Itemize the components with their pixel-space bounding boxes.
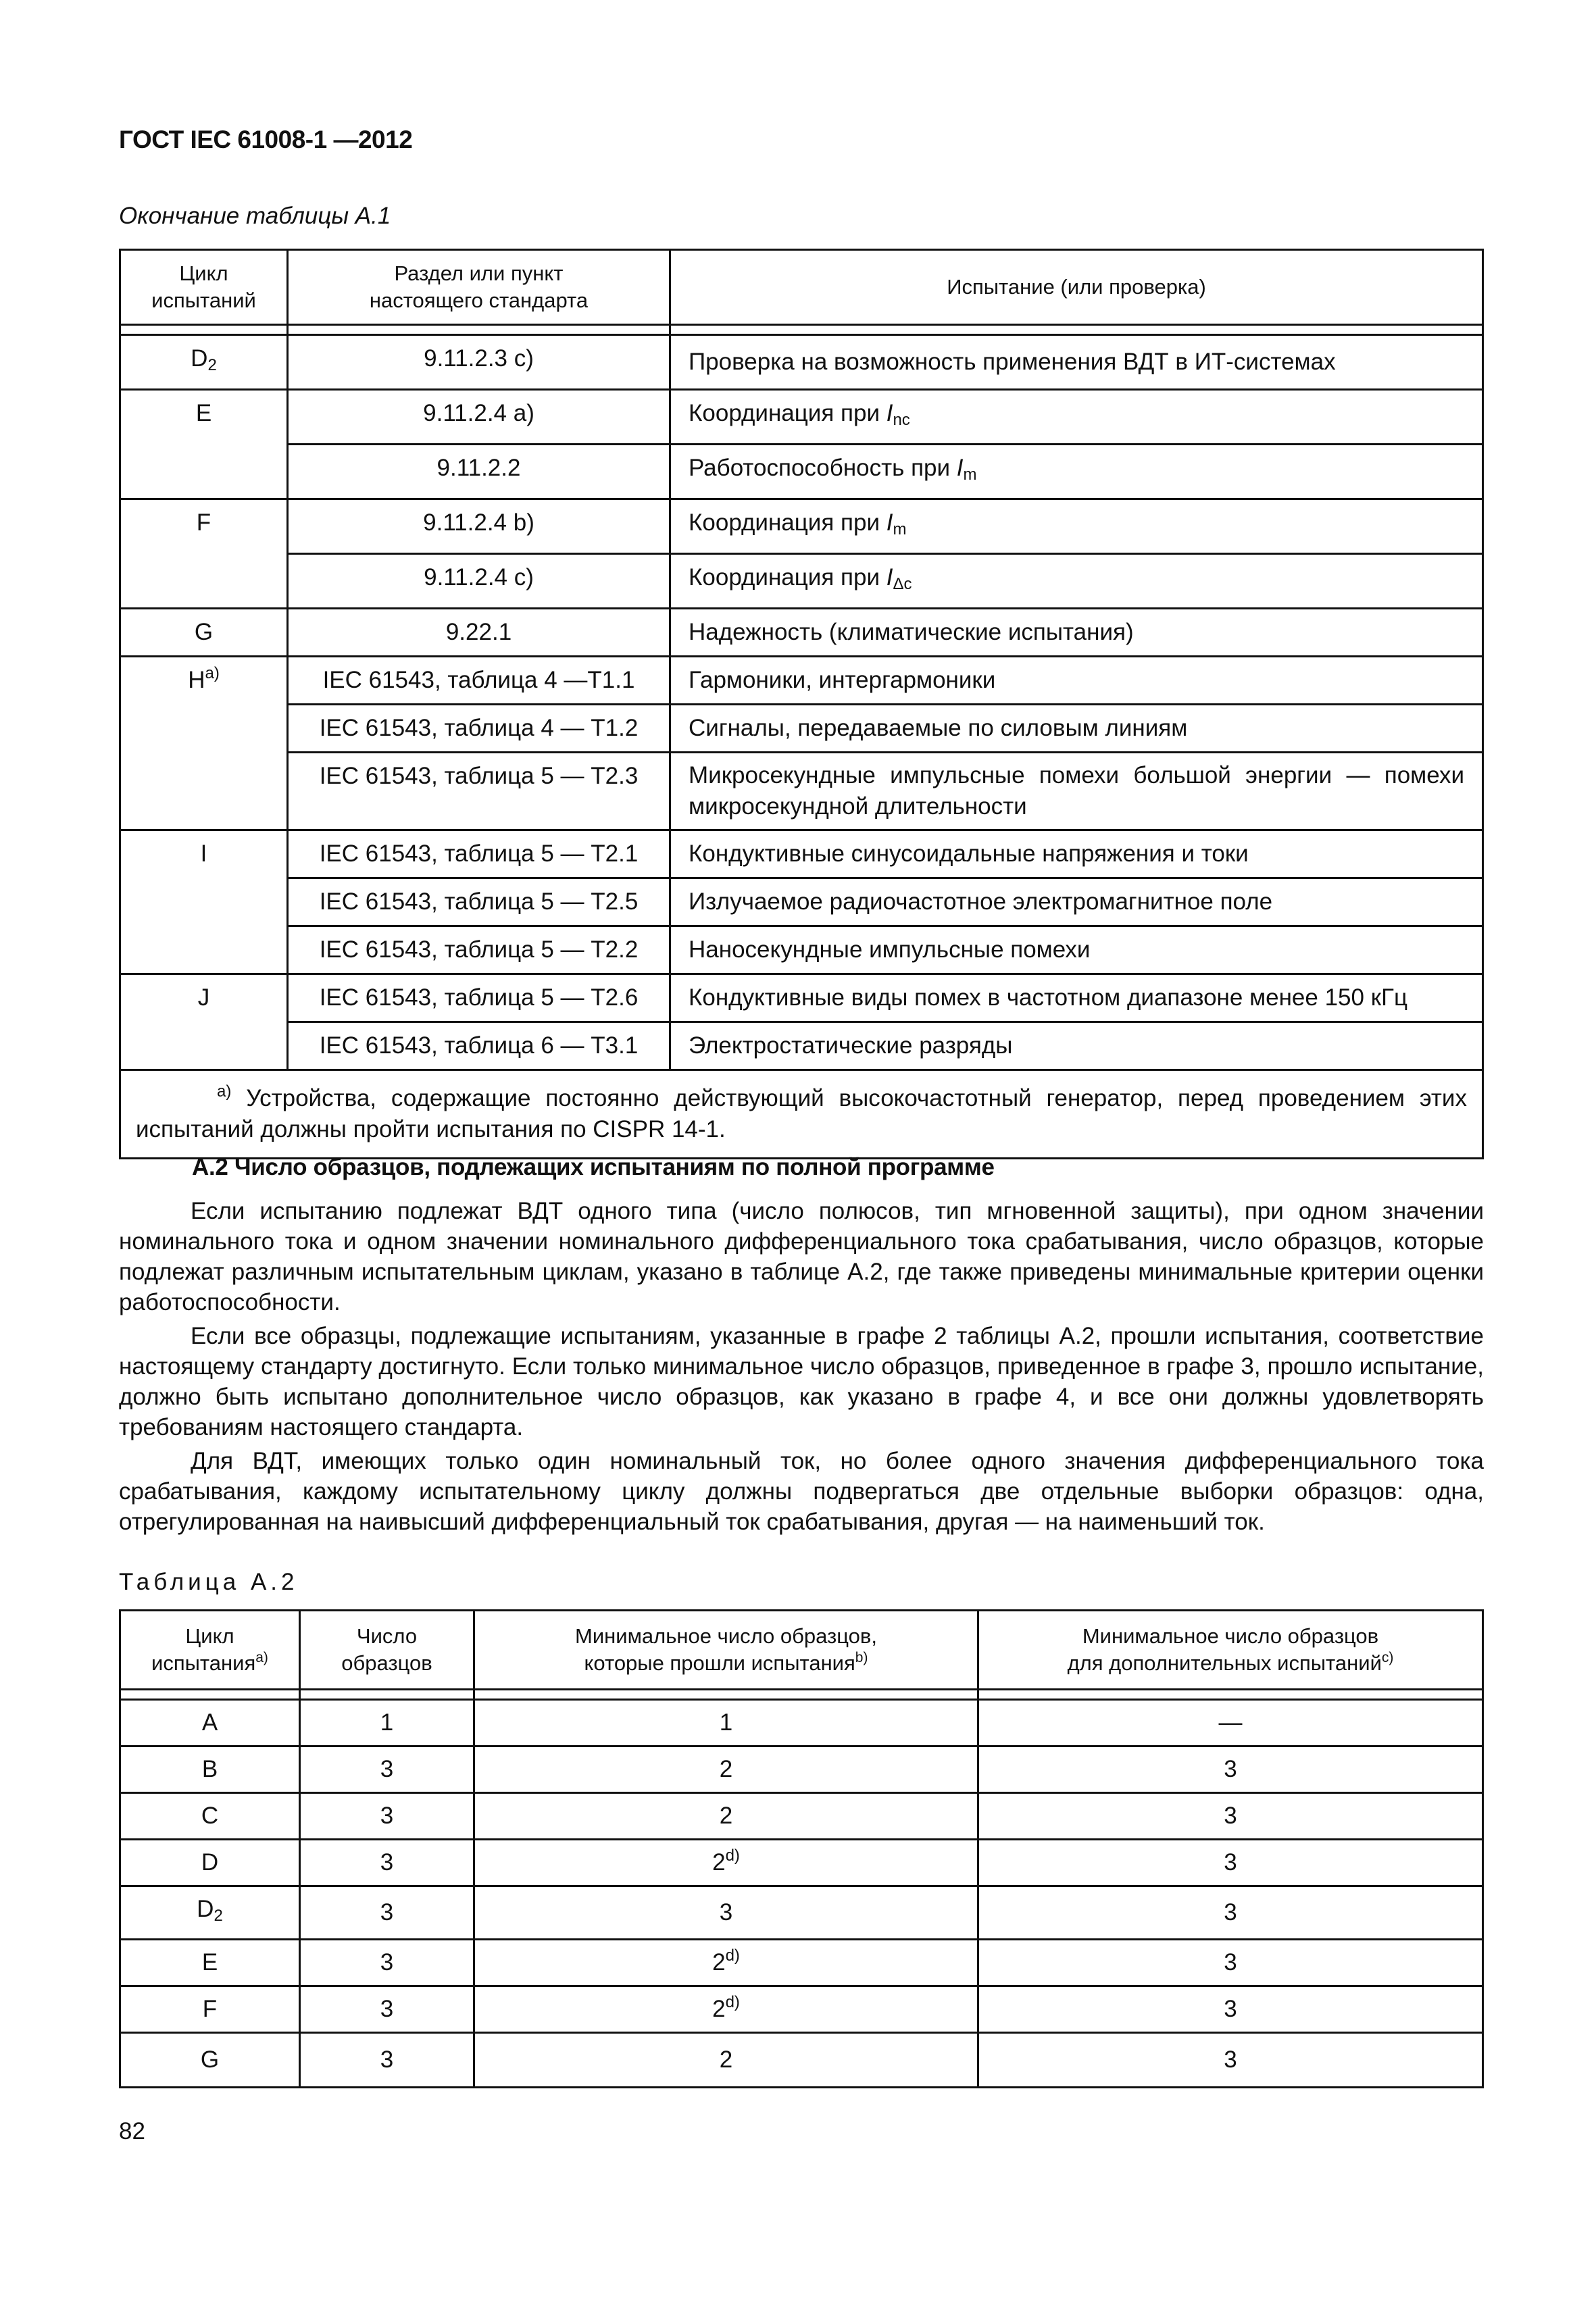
min-passed-cell: 2 bbox=[474, 1746, 978, 1793]
section-cell: 9.22.1 bbox=[288, 609, 670, 657]
cycle-cell: I bbox=[120, 830, 288, 974]
table-row bbox=[120, 554, 1483, 609]
cycle-cell: D bbox=[120, 1840, 300, 1886]
cycle-cell: E bbox=[120, 390, 288, 499]
cycle-cell: A bbox=[120, 1700, 300, 1746]
samples-cell: 3 bbox=[300, 2033, 474, 2088]
min-passed-cell: 2 bbox=[474, 2033, 978, 2088]
section-cell: IEC 61543, таблица 5 — T2.2 bbox=[288, 926, 670, 974]
page-number: 82 bbox=[119, 2118, 145, 2144]
header-test-label: Испытание (или проверка) bbox=[947, 274, 1206, 299]
samples-cell: 3 bbox=[300, 1986, 474, 2033]
min-passed-cell: 2$^{d)}$ bbox=[474, 1940, 978, 1986]
header-cycle-line2: испытаний bbox=[151, 288, 256, 312]
cycle-cell: J bbox=[120, 974, 288, 1070]
test-cell: Сигналы, передаваемые по силовым линиям bbox=[670, 705, 1483, 753]
section-cell: 9.11.2.3 с) bbox=[288, 335, 670, 390]
samples-cell: 3 bbox=[300, 1746, 474, 1793]
table-row bbox=[120, 974, 1483, 1022]
cycle-cell: $D_2$ bbox=[120, 335, 288, 390]
section-cell: IEC 61543, таблица 4 — T1.2 bbox=[288, 705, 670, 753]
section-cell: 9.11.2.4 с) bbox=[288, 554, 670, 609]
test-cell: Надежность (климатические испытания) bbox=[670, 609, 1483, 657]
table-a2-gap-row bbox=[120, 1690, 1483, 1700]
cycle-cell: F bbox=[120, 499, 288, 609]
cycle-cell: G bbox=[120, 2033, 300, 2088]
table-row bbox=[120, 1022, 1483, 1070]
cycle-cell: F bbox=[120, 1986, 300, 2033]
paragraph: Если испытанию подлежат ВДТ одного типа (число полюсов, тип мгновенной защиты), при одном значении номинального тока и одном значении номинального дифференциального тока срабатывания, число образцов, которые подлежат различным испытательным циклам, указано в таблице А.2, где также приведены минимальные критерии оценки работоспособности. bbox=[119, 1198, 1484, 1315]
min-passed-cell: 3 bbox=[474, 1886, 978, 1940]
section-cell: IEC 61543, таблица 5 — T2.3 bbox=[288, 753, 670, 830]
section-cell: 9.11.2.2 bbox=[288, 445, 670, 499]
additional-cell: — bbox=[978, 1700, 1483, 1746]
additional-cell: 3 bbox=[978, 1940, 1483, 1986]
table-row bbox=[120, 445, 1483, 499]
paragraph: Если все образцы, подлежащие испытаниям, указанные в графе 2 таблицы А.2, прошли испытания, соответствие настоящему стандарту достигнуто. Если только минимальное число образцов, приведенное в графе 3, прошло испытание, должно быть испытано дополнительное число образцов, как указано в графе 4, и все они должны удовлетворять требованиям настоящего стандарта. bbox=[119, 1323, 1484, 1440]
test-cell: Проверка на возможность применения ВДТ в ИТ-системах bbox=[670, 335, 1483, 390]
table-row bbox=[120, 390, 1483, 445]
samples-cell: 3 bbox=[300, 1886, 474, 1940]
test-cell: Координация при $I_{\Delta c}$ bbox=[670, 554, 1483, 609]
test-cell: Излучаемое радиочастотное электромагнитное поле bbox=[670, 878, 1483, 926]
table-row bbox=[120, 1940, 1483, 1986]
header-cycle: Цикл испытания$^{а)}$ bbox=[120, 1611, 300, 1690]
samples-cell: 1 bbox=[300, 1700, 474, 1746]
header-cycle-line1: Цикл bbox=[179, 261, 228, 285]
additional-cell: 3 bbox=[978, 1746, 1483, 1793]
table-row bbox=[120, 1793, 1483, 1840]
section-cell: IEC 61543, таблица 5 — T2.1 bbox=[288, 830, 670, 878]
samples-cell: 3 bbox=[300, 1793, 474, 1840]
samples-cell: 3 bbox=[300, 1940, 474, 1986]
section-cell: IEC 61543, таблица 5 — T2.5 bbox=[288, 878, 670, 926]
samples-cell: 3 bbox=[300, 1840, 474, 1886]
table-footnote bbox=[120, 1070, 1483, 1159]
header-section-line1: Раздел или пункт bbox=[394, 261, 564, 285]
min-passed-cell: 2 bbox=[474, 1793, 978, 1840]
table-row bbox=[120, 1746, 1483, 1793]
table-row bbox=[120, 1700, 1483, 1746]
table-row bbox=[120, 609, 1483, 657]
document-header: ГОСТ IEC 61008-1 —2012 bbox=[119, 126, 413, 153]
min-passed-cell: 2$^{d)}$ bbox=[474, 1840, 978, 1886]
min-passed-cell: 1 bbox=[474, 1700, 978, 1746]
test-cell: Кондуктивные виды помех в частотном диапазоне менее 150 кГц bbox=[670, 974, 1483, 1022]
test-cell: Работоспособность при $I_m$ bbox=[670, 445, 1483, 499]
section-cell: 9.11.2.4 а) bbox=[288, 390, 670, 445]
table-row bbox=[120, 499, 1483, 554]
additional-cell: 3 bbox=[978, 1840, 1483, 1886]
test-cell: Координация при $I_m$ bbox=[670, 499, 1483, 554]
additional-cell: 3 bbox=[978, 1886, 1483, 1940]
table-row bbox=[120, 878, 1483, 926]
section-cell: 9.11.2.4 b) bbox=[288, 499, 670, 554]
table-row bbox=[120, 705, 1483, 753]
table-row bbox=[120, 830, 1483, 878]
table-row bbox=[120, 926, 1483, 974]
table-a1-gap-row bbox=[120, 325, 1483, 335]
table-row bbox=[120, 1840, 1483, 1886]
table-row bbox=[120, 753, 1483, 830]
additional-cell: 3 bbox=[978, 1793, 1483, 1840]
section-cell: IEC 61543, таблица 5 — T2.6 bbox=[288, 974, 670, 1022]
header-samples: Число образцов bbox=[300, 1611, 474, 1690]
table-a2 bbox=[119, 1609, 1484, 2088]
header-additional: Минимальное число образцов для дополнительных испытаний$^{c)}$ bbox=[978, 1611, 1483, 1690]
table-row bbox=[120, 1986, 1483, 2033]
cycle-cell: $D_2$ bbox=[120, 1886, 300, 1940]
table-row bbox=[120, 657, 1483, 705]
test-cell: Микросекундные импульсные помехи большой энергии — помехи микросекундной длительности bbox=[670, 753, 1483, 830]
header-section bbox=[288, 250, 670, 325]
cycle-cell: E bbox=[120, 1940, 300, 1986]
section-cell: IEC 61543, таблица 6 — T3.1 bbox=[288, 1022, 670, 1070]
table-a2-header-row bbox=[120, 1611, 1483, 1690]
footnote-mark: а) bbox=[217, 1082, 232, 1101]
section-heading: А.2 Число образцов, подлежащих испытаниям по полной программе bbox=[192, 1154, 995, 1180]
paragraph: Для ВДТ, имеющих только один номинальный ток, но более одного значения дифференциального тока срабатывания, каждому испытательному циклу должны подвергаться две отдельные выборки образцов: одна, отрегулированная на наивысший дифференциальный ток срабатывания, другая — на наименьший ток. bbox=[119, 1448, 1484, 1535]
header-test bbox=[670, 250, 1483, 325]
section-cell: IEC 61543, таблица 4 —T1.1 bbox=[288, 657, 670, 705]
table-a1 bbox=[119, 249, 1484, 1159]
cycle-cell: C bbox=[120, 1793, 300, 1840]
test-cell: Кондуктивные синусоидальные напряжения и токи bbox=[670, 830, 1483, 878]
table-row bbox=[120, 1886, 1483, 1940]
footnote-text: Устройства, содержащие постоянно действующий высокочастотный генератор, перед проведением этих испытаний должны пройти испытания по CISPR 14-1. bbox=[136, 1085, 1467, 1142]
test-cell: Наносекундные импульсные помехи bbox=[670, 926, 1483, 974]
additional-cell: 3 bbox=[978, 2033, 1483, 2088]
table-a1-caption: Окончание таблицы А.1 bbox=[119, 203, 391, 229]
table-row bbox=[120, 2033, 1483, 2088]
test-cell: Гармоники, интергармоники bbox=[670, 657, 1483, 705]
cycle-cell: G bbox=[120, 609, 288, 657]
test-cell: Координация при $I_{nc}$ bbox=[670, 390, 1483, 445]
header-min-passed: Минимальное число образцов, которые прошли испытания$^{b)}$ bbox=[474, 1611, 978, 1690]
table-a1-footnote-row bbox=[120, 1070, 1483, 1159]
cycle-cell: $H^{a)}$ bbox=[120, 657, 288, 830]
additional-cell: 3 bbox=[978, 1986, 1483, 2033]
table-a2-caption: Таблица А.2 bbox=[119, 1569, 299, 1595]
min-passed-cell: 2$^{d)}$ bbox=[474, 1986, 978, 2033]
header-cycle bbox=[120, 250, 288, 325]
table-a1-header-row bbox=[120, 250, 1483, 325]
test-cell: Электростатические разряды bbox=[670, 1022, 1483, 1070]
header-section-line2: настоящего стандарта bbox=[369, 288, 589, 312]
cycle-cell: B bbox=[120, 1746, 300, 1793]
table-row bbox=[120, 335, 1483, 390]
